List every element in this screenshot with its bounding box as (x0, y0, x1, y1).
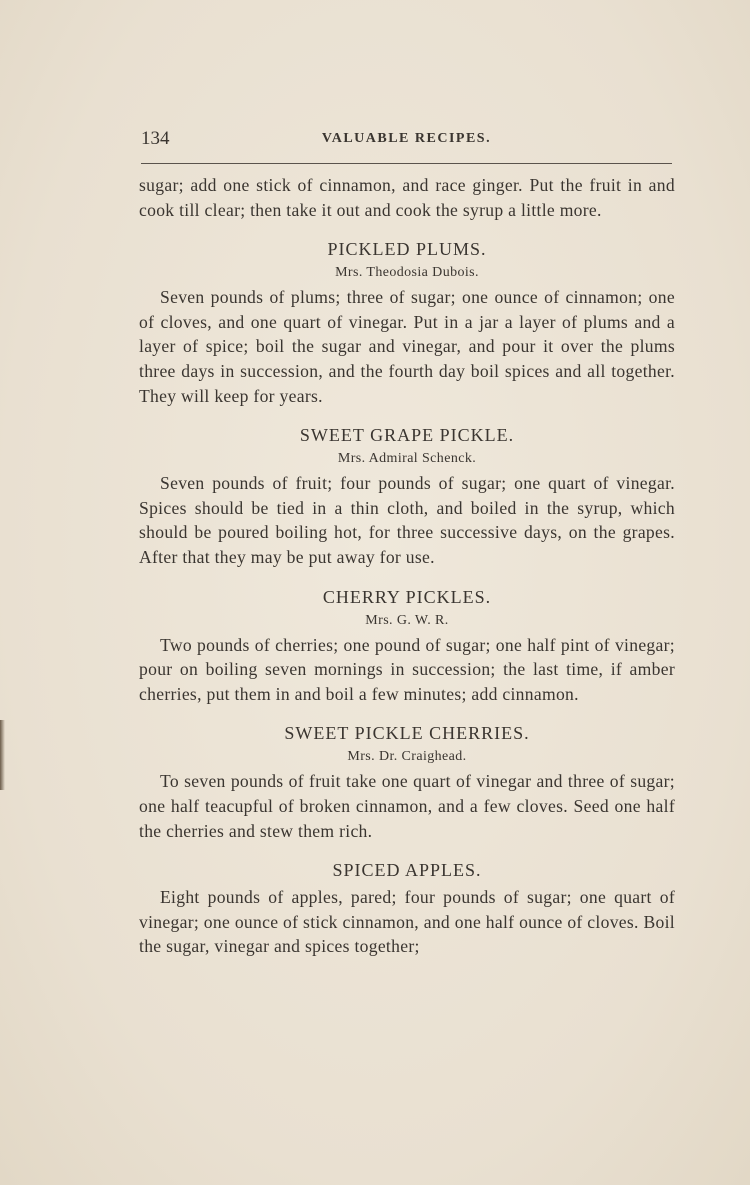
recipe-pickled-plums (139, 237, 675, 408)
page-edge-stain (0, 720, 5, 790)
page-number: 134 (141, 128, 170, 149)
recipe-title: CHERRY PICKLES. (322, 586, 492, 607)
recipe-body: To seven pounds of fruit take one quart of vinegar and three of sugar; one half teacupful of broken cinnamon, and a few cloves. Seed one half the cherries and stew them rich. (139, 771, 675, 841)
recipe-cherry-pickles (139, 585, 675, 707)
recipe-author: Mrs. Admiral Schenck. (337, 451, 477, 467)
recipe-author: Mrs. G. W. R. (365, 612, 449, 628)
page-header (141, 128, 672, 158)
header-rule (141, 163, 672, 164)
recipe-body: Two pounds of cherries; one pound of sugar; one half pint of vinegar; pour on boiling seven mornings in succession; the last time, if amber cherries, put them in and boil a few minutes; add cinnamon. (139, 634, 675, 704)
recipe-spiced-apples (139, 858, 675, 959)
recipe-author: Mrs. Theodosia Dubois. (335, 265, 479, 281)
recipe-body: Seven pounds of fruit; four pounds of sugar; one quart of vinegar. Spices should be tied in a thin cloth, and boiled in the syrup, which should be poured boiling hot, for three successive days, on the grapes. After that they may be put away for use. (139, 473, 675, 567)
recipe-title: SPICED APPLES. (332, 860, 482, 881)
intro-paragraph: sugar; add one stick of cinnamon, and race ginger. Put the fruit in and cook till clear; then take it out and cook the syrup a little more. (139, 175, 675, 220)
recipe-title: SWEET PICKLE CHERRIES. (284, 723, 530, 744)
recipe-title: SWEET GRAPE PICKLE. (299, 425, 515, 446)
recipe-author: Mrs. Dr. Craighead. (347, 749, 467, 765)
recipe-body: Seven pounds of plums; three of sugar; one ounce of cinnamon; one of cloves, and one quart of vinegar. Put in a jar a layer of plums and a layer of spice; boil the sugar and vinegar, and pour it over the plums three days in succession, and the fourth day boil spices and all together. They will keep for years. (139, 287, 675, 406)
recipe-sweet-pickle-cherries (139, 721, 675, 843)
page-content (139, 173, 675, 959)
recipe-sweet-grape-pickle (139, 423, 675, 569)
recipe-body: Eight pounds of apples, pared; four pounds of sugar; one quart of vinegar; one ounce of stick cinnamon, and one half ounce of cloves. Boil the sugar, vinegar and spices together; (139, 887, 675, 957)
running-head: VALUABLE RECIPES. (321, 131, 492, 146)
recipe-title: PICKLED PLUMS. (327, 239, 487, 260)
